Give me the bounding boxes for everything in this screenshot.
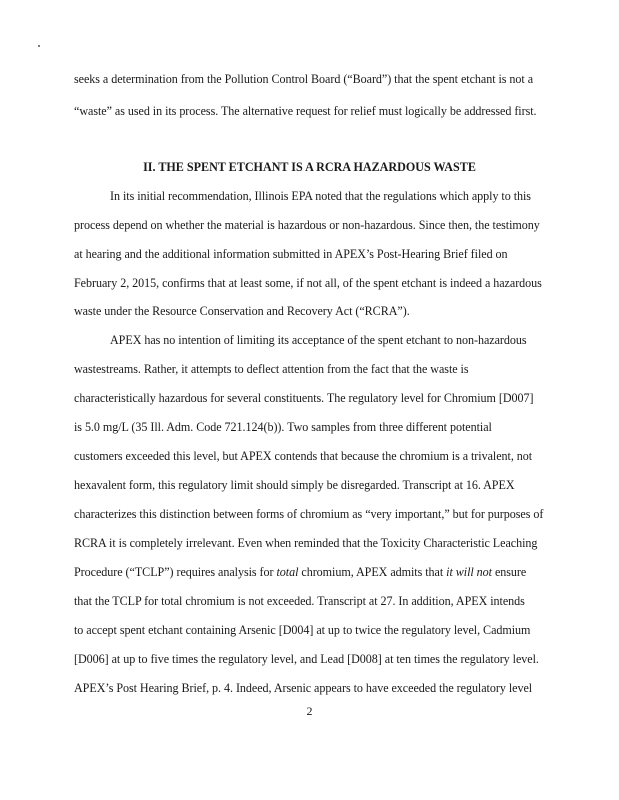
text-run: ensure <box>491 565 527 579</box>
body-line: customers exceeded this level, but APEX contends that because the chromium is a trivalent, not <box>74 449 533 463</box>
body-line: to accept spent etchant containing Arsenic [D004] at up to twice the regulatory level, Cadmium <box>74 623 531 637</box>
body-line: RCRA it is completely irrelevant. Even when reminded that the Toxicity Characteristic Leaching <box>74 536 538 550</box>
body-line: that the TCLP for total chromium is not exceeded. Transcript at 27. In addition, APEX intends <box>74 594 525 608</box>
body-line: February 2, 2015, confirms that at least some, if not all, of the spent etchant is indeed a hazardous <box>74 276 542 290</box>
body-line: waste under the Resource Conservation and Recovery Act (“RCRA”). <box>74 304 410 318</box>
page-number: 2 <box>306 704 313 718</box>
body-line: “waste” as used in its process. The alternative request for relief must logically be addressed first. <box>74 104 537 118</box>
section-heading: II. THE SPENT ETCHANT IS A RCRA HAZARDOUS WASTE <box>143 160 476 174</box>
emphasis-will-not: it will not <box>446 565 492 579</box>
body-line: characterizes this distinction between forms of chromium as “very important,” but for purposes of <box>74 507 544 521</box>
body-line: is 5.0 mg/L (35 Ill. Adm. Code 721.124(b)). Two samples from three different potential <box>74 420 492 434</box>
body-line: characteristically hazardous for several constituents. The regulatory level for Chromium [D007] <box>74 391 534 405</box>
body-line: In its initial recommendation, Illinois EPA noted that the regulations which apply to this <box>110 189 531 203</box>
body-line: at hearing and the additional information submitted in APEX’s Post-Hearing Brief filed on <box>74 247 508 261</box>
body-line: seeks a determination from the Pollution Control Board (“Board”) that the spent etchant is not a <box>74 72 534 86</box>
body-line-with-emphasis <box>74 565 544 579</box>
body-line: [D006] at up to five times the regulatory level, and Lead [D008] at ten times the regulatory level. <box>74 652 539 666</box>
body-line: hexavalent form, this regulatory limit should simply be disregarded. Transcript at 16. APEX <box>74 478 515 492</box>
text-run: Procedure (“TCLP”) requires analysis for <box>74 565 277 579</box>
body-line: APEX’s Post Hearing Brief, p. 4. Indeed, Arsenic appears to have exceeded the regulatory level <box>74 681 533 695</box>
body-line: wastestreams. Rather, it attempts to deflect attention from the fact that the waste is <box>74 362 469 376</box>
body-line: APEX has no intention of limiting its acceptance of the spent etchant to non-hazardous <box>110 333 527 347</box>
emphasis-total: total <box>276 565 299 579</box>
body-line: process depend on whether the material is hazardous or non-hazardous. Since then, the testimony <box>74 218 540 232</box>
scan-speck <box>38 45 40 47</box>
text-run: chromium, APEX admits that <box>298 565 447 579</box>
